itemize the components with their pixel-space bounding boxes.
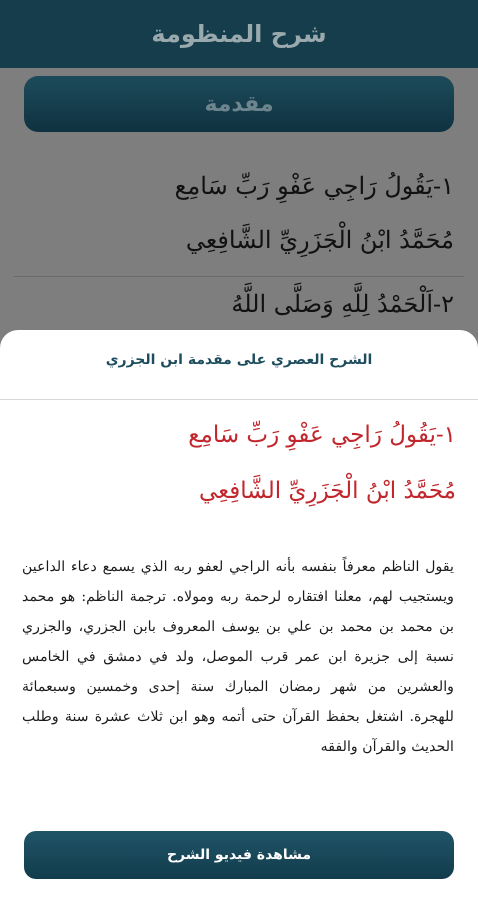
verse-1-line-1: ١-يَقُولُ رَاجِي عَفْوِ رَبِّ سَامِع — [174, 172, 454, 200]
app-title: شرح المنظومة — [151, 20, 327, 48]
explanation-text: يقول الناظم معرفاً بنفسه بأنه الراجي لعفو ربه الذي يسمع دعاء الداعين ويستجيب لهم، معلنا افتقاره لرحمة ربه ومولاه. ترجمة الناظم: هو محمد بن محمد بن محمد بن علي بن يوسف المعروف بابن الجزري، والجزري نسبة إلى جزيرة ابن عمر قرب الموصل، ولد في دمشق في الخامس والعشرين من شهر رمضان المبارك سنة إحدى وخمسين وسبعمائة للهجرة. اشتغل بحفظ القرآن حتى أتمه وهو ابن ثلاث عشرة سنة وطلب الحديث والقرآن والفقه — [22, 559, 454, 755]
explanation-bottom-sheet[interactable] — [0, 330, 478, 900]
verse-1-line-2: مُحَمَّدُ ابْنُ الْجَزَرِيِّ الشَّافِعِي — [185, 226, 454, 254]
section-header-muqaddimah[interactable]: مقدمة — [24, 76, 454, 132]
app-bar — [0, 0, 478, 68]
watch-video-button[interactable]: مشاهدة فيديو الشرح — [24, 831, 454, 879]
verse-divider — [14, 276, 464, 277]
background-content — [0, 68, 478, 330]
sheet-verse-line-2: مُحَمَّدُ ابْنُ الْجَزَرِيِّ الشَّافِعِي — [199, 478, 456, 504]
sheet-divider — [0, 399, 478, 400]
sheet-title: الشرح العصري على مقدمة ابن الجزري — [105, 352, 373, 368]
sheet-verse-line-1: ١-يَقُولُ رَاجِي عَفْوِ رَبِّ سَامِع — [188, 422, 456, 448]
verse-2-line-1: ٢-اَلْحَمْدُ لِلَّهِ وَصَلَّى اللَّهُ — [231, 290, 454, 318]
